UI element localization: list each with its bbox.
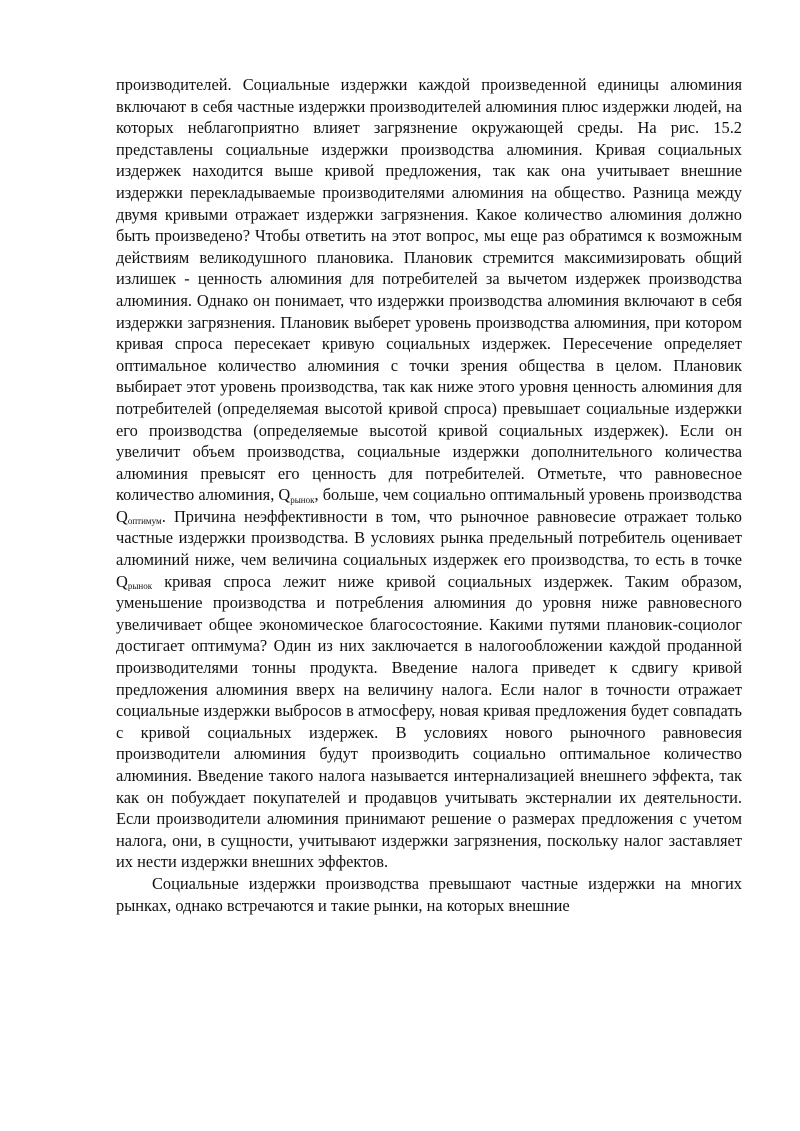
paragraph-main (116, 74, 742, 873)
subscript-q-market: рынок (290, 494, 315, 505)
document-page (116, 74, 742, 916)
paragraph-next (116, 873, 742, 916)
paragraph-text: , больше, чем социально оптимальный уровень производства Q (116, 485, 743, 526)
paragraph-text: производителей. Социальные издержки каждой произведенной единицы алюминия включают в себя частные издержки производителей алюминия плюс издержки людей, на которых неблагоприятно влияет загрязнение окружающей среды. На рис. 15.2 представлены социальные издержки производства алюминия. Кривая социальных издержек находится выше кривой предложения, так как она учитывает внешние издержки перекладываемые производителями алюминия на общество. Разница между двумя кривыми отражает издержки загрязнения. Какое количество алюминия должно быть произведено? Чтобы ответить на этот вопрос, мы еще раз обратимся к возможным действиям великодушного плановика. Плановик стремится максимизировать общий излишек - ценность алюминия для потребителей за вычетом издержек производства алюминия. Однако он понимает, что издержки производства алюминия включают в себя издержки загрязнения. Плановик выберет уровень производства алюминия, при котором кривая спроса пересекает кривую социальных издержек. Пересечение определяет оптимальное количество алюминия с точки зрения общества в целом. Плановик выбирает этот уровень производства, так как ниже этого уровня ценность алюминия для потребителей (определяемая высотой кривой спроса) превышает социальные издержки его производства (определяемые высотой кривой социальных издержек). Если он увеличит объем производства, социальные издержки дополнительного количества алюминия превысят его ценность для потребителей. Отметьте, что равновесное количество алюминия, Q (116, 75, 742, 505)
paragraph-text: Социальные издержки производства превышают частные издержки на многих рынках, однако встречаются и такие рынки, на которых внешние (116, 873, 742, 915)
paragraph-text: кривая спроса лежит ниже кривой социальных издержек. Таким образом, уменьшение производства и потребления алюминия до уровня ниже равновесного увеличивает общее экономическое благосостояние. Какими путями плановик-социолог достигает оптимума? Один из них заключается в налогообложении каждой проданной производителями тонны продукта. Введение налога приведет к сдвигу кривой предложения алюминия вверх на величину налога. Если налог в точности отражает социальные издержки выбросов в атмосферу, новая кривая предложения будет совпадать с кривой социальных издержек. В условиях нового рыночного равновесия производители алюминия будут производить социально оптимальное количество алюминия. Введение такого налога называется интернализацией внешнего эффекта, так как он побуждает покупателей и продавцов учитывать экстерналии их деятельности. Если производители алюминия принимают решение о размерах предложения с учетом налога, они, в сущности, учитывают издержки загрязнения, поскольку налог заставляет их нести издержки внешних эффектов. (116, 571, 742, 872)
subscript-q-market: рынок (127, 580, 153, 591)
subscript-q-optimum: оптимум (127, 516, 162, 527)
paragraph-text: . Причина неэффективности в том, что рыночное равновесие отражает только частные издержки производства. В условиях рынка предельный потребитель оценивает алюминий ниже, чем величина социальных издержек его производства, то есть в точке Q (116, 506, 742, 591)
